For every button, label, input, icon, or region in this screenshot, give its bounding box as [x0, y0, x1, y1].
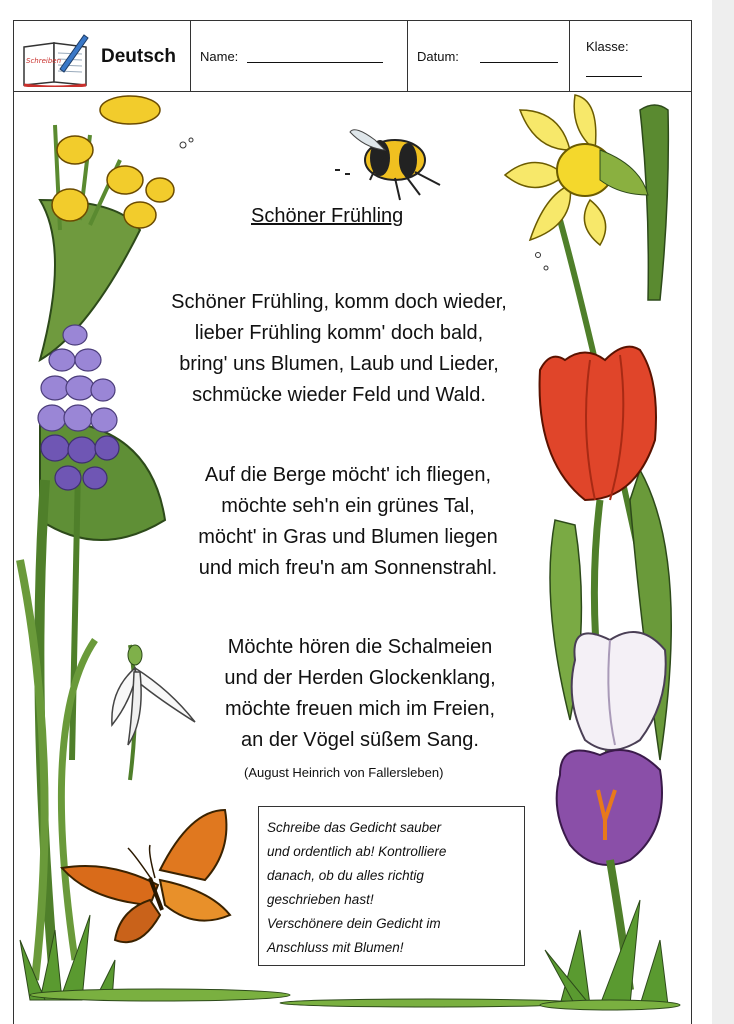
poem-line: Auf die Berge möcht' ich fliegen,	[204, 464, 492, 486]
poem-line: lieber Frühling komm' doch bald,	[194, 322, 484, 344]
task-line: danach, ob du alles richtig	[267, 868, 424, 883]
date-field[interactable]	[480, 62, 558, 63]
poem-line: an der Vögel süßem Sang.	[241, 729, 479, 751]
task-line: Verschönere dein Gedicht im	[267, 916, 441, 931]
class-label: Klasse:	[586, 39, 629, 54]
left-stems	[20, 480, 95, 990]
task-line: Anschluss mit Blumen!	[267, 940, 404, 955]
subject-label: Deutsch	[101, 46, 176, 67]
poem-line: möchte freuen mich im Freien,	[224, 698, 496, 720]
name-label: Name:	[200, 49, 239, 64]
name-cell	[191, 21, 408, 91]
poem-line: schmücke wieder Feld und Wald.	[192, 384, 486, 406]
poem-stanza-1	[143, 287, 535, 411]
poem-author: (August Heinrich von Fallersleben)	[244, 765, 444, 780]
date-label: Datum:	[417, 49, 459, 64]
task-line: geschrieben hast!	[267, 892, 374, 907]
poem-line: Schöner Frühling, komm doch wieder,	[171, 291, 507, 313]
notebook-pencil-icon	[20, 27, 95, 87]
poem-line: möchte seh'n ein grünes Tal,	[221, 495, 475, 517]
poem-title: Schöner Frühling	[251, 205, 404, 227]
poem-stanza-3	[190, 632, 530, 756]
bumblebee-illustration	[335, 130, 440, 200]
poem-line: und mich freu'n am Sonnenstrahl.	[198, 557, 498, 579]
task-line: Schreibe das Gedicht sauber	[267, 820, 442, 835]
task-line: und ordentlich ab! Kontrolliere	[267, 844, 447, 859]
class-cell	[570, 21, 691, 91]
poem-line: möcht' in Gras und Blumen liegen	[198, 526, 498, 548]
poem-line: und der Herden Glockenklang,	[224, 667, 496, 689]
svg-text:Schreiben: Schreiben	[26, 57, 62, 65]
task-box	[258, 806, 525, 966]
date-cell	[408, 21, 570, 91]
crocus-illustration	[557, 632, 666, 990]
poem-stanza-2	[163, 460, 533, 584]
subject-cell	[14, 21, 191, 91]
poem-line: Möchte hören die Schalmeien	[227, 636, 493, 658]
name-field[interactable]	[247, 62, 383, 63]
poem-line: bring' uns Blumen, Laub und Lieder,	[179, 353, 499, 375]
snowdrop-illustration	[112, 645, 195, 780]
class-field[interactable]	[586, 76, 642, 77]
worksheet-header	[13, 20, 692, 92]
